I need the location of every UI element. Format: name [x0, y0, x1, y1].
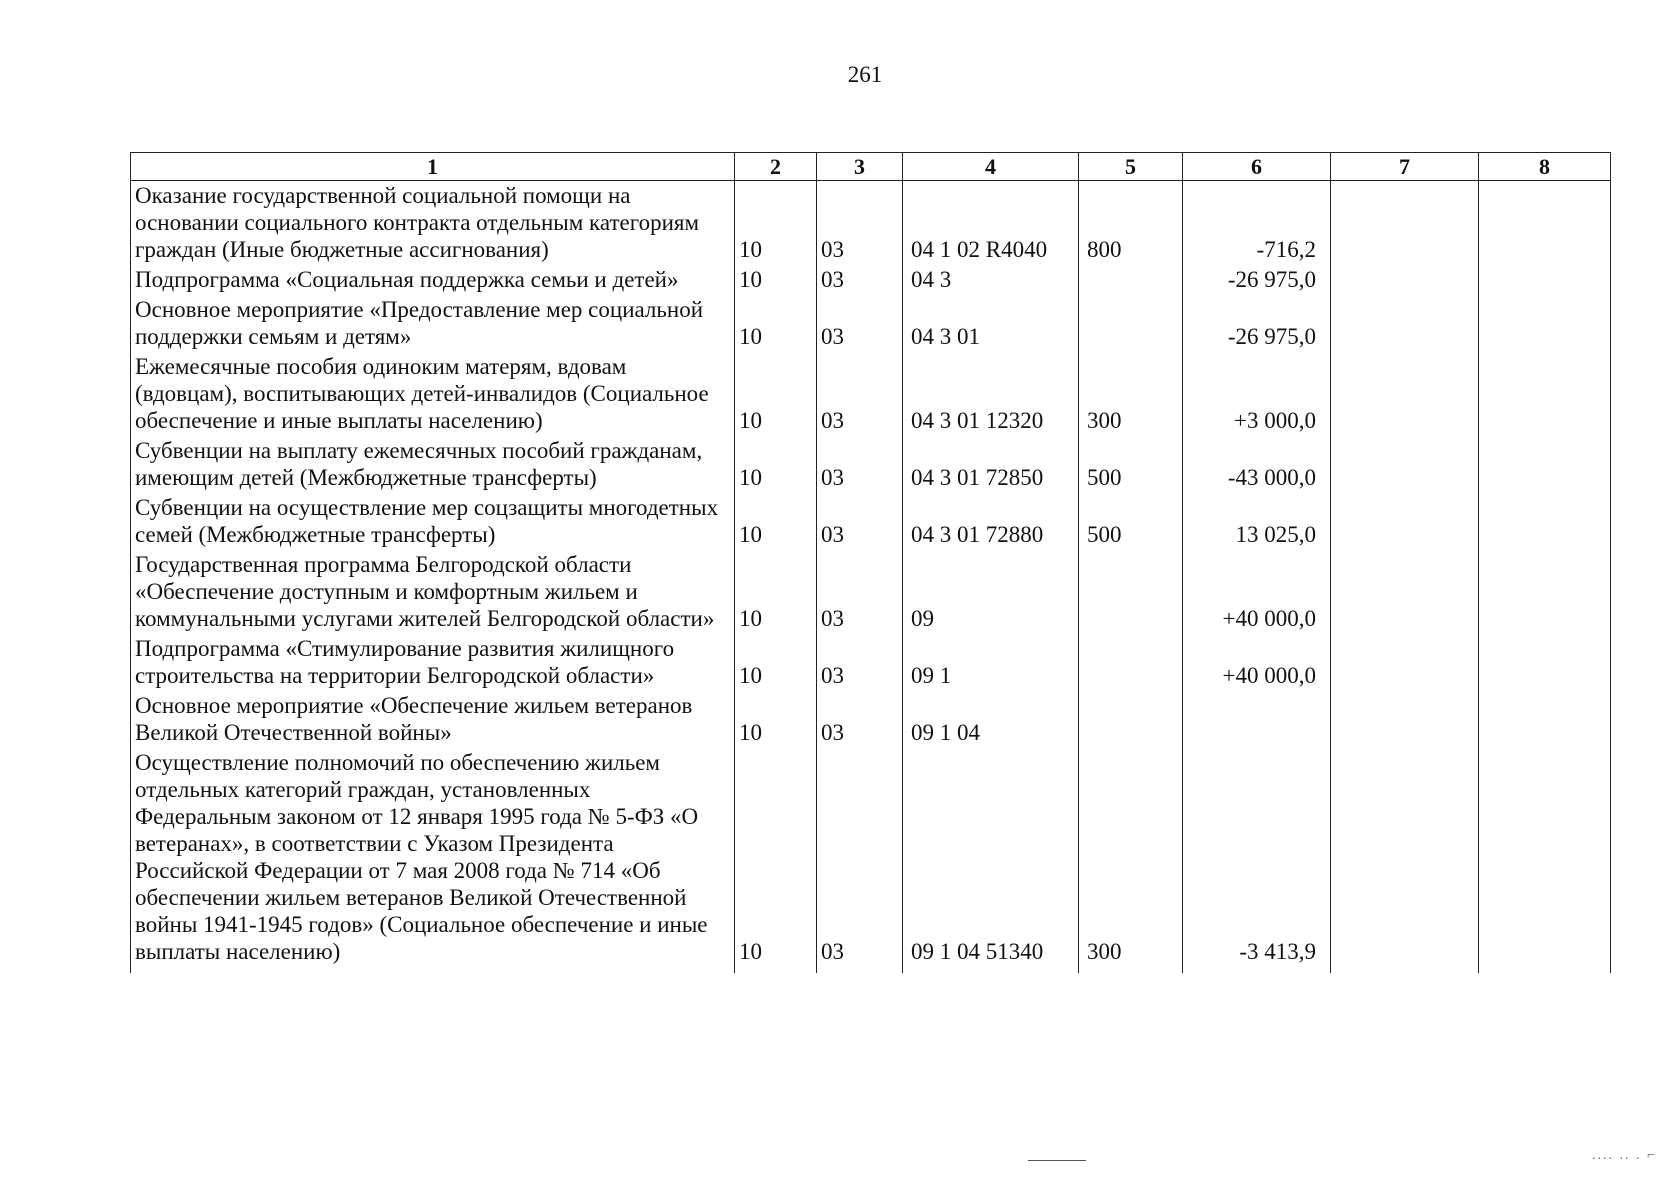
row-target-article: 04 1 02 R4040 — [903, 181, 1079, 266]
header-col-6: 6 — [1183, 153, 1331, 181]
row-col-7 — [1331, 436, 1479, 493]
budget-table — [130, 152, 1611, 973]
row-name: Субвенции на выплату ежемесячных пособий гражданам, имеющим детей (Межбюджетные трансферты) — [131, 436, 735, 493]
row-target-article: 09 1 — [903, 634, 1079, 691]
row-amount: -43 000,0 — [1183, 436, 1331, 493]
header-col-5: 5 — [1079, 153, 1183, 181]
row-name: Субвенции на осуществление мер соцзащиты многодетных семей (Межбюджетные трансферты) — [131, 493, 735, 550]
row-target-article: 04 3 01 12320 — [903, 352, 1079, 436]
row-target-article: 09 — [903, 550, 1079, 634]
row-subsection: 03 — [817, 550, 903, 634]
row-section: 10 — [735, 634, 817, 691]
table-row — [131, 550, 1611, 634]
row-target-article: 04 3 — [903, 265, 1079, 295]
row-section: 10 — [735, 352, 817, 436]
table-row — [131, 748, 1611, 973]
row-amount: -26 975,0 — [1183, 295, 1331, 352]
row-col-8 — [1479, 748, 1611, 973]
table-row — [131, 436, 1611, 493]
row-subsection: 03 — [817, 352, 903, 436]
table-row — [131, 295, 1611, 352]
row-section: 10 — [735, 550, 817, 634]
row-amount: +3 000,0 — [1183, 352, 1331, 436]
row-expense-type — [1079, 634, 1183, 691]
row-target-article: 09 1 04 — [903, 691, 1079, 748]
page-number: 261 — [847, 62, 883, 87]
row-col-8 — [1479, 691, 1611, 748]
row-subsection: 03 — [817, 634, 903, 691]
row-amount — [1183, 691, 1331, 748]
table-row — [131, 181, 1611, 266]
row-section: 10 — [735, 691, 817, 748]
row-col-8 — [1479, 634, 1611, 691]
row-subsection: 03 — [817, 265, 903, 295]
table-row — [131, 634, 1611, 691]
row-name: Основное мероприятие «Обеспечение жильем ветеранов Великой Отечественной войны» — [131, 691, 735, 748]
row-expense-type: 800 — [1079, 181, 1183, 266]
row-col-7 — [1331, 691, 1479, 748]
row-expense-type — [1079, 265, 1183, 295]
row-col-7 — [1331, 748, 1479, 973]
row-expense-type — [1079, 550, 1183, 634]
row-name: Основное мероприятие «Предоставление мер социальной поддержки семьям и детям» — [131, 295, 735, 352]
header-col-8: 8 — [1479, 153, 1611, 181]
row-col-8 — [1479, 181, 1611, 266]
row-section: 10 — [735, 265, 817, 295]
row-section: 10 — [735, 493, 817, 550]
row-col-8 — [1479, 493, 1611, 550]
row-col-8 — [1479, 352, 1611, 436]
row-subsection: 03 — [817, 436, 903, 493]
row-section: 10 — [735, 748, 817, 973]
header-col-1: 1 — [131, 153, 735, 181]
row-col-7 — [1331, 634, 1479, 691]
row-amount: +40 000,0 — [1183, 550, 1331, 634]
row-section: 10 — [735, 295, 817, 352]
row-name: Подпрограмма «Социальная поддержка семьи и детей» — [131, 265, 735, 295]
row-name: Осуществление полномочий по обеспечению жильем отдельных категорий граждан, установленных Федеральным законом от 12 января 1995 года № 5-ФЗ «О ветеранах», в соответствии с Указом Президента Российской Федерации от 7 мая 2008 года № 714 «Об обеспечении жильем ветеранов Великой Отечественной войны 1941-1945 годов» (Социальное обеспечение и иные выплаты населению) — [131, 748, 735, 973]
row-name: Ежемесячные пособия одиноким матерям, вдовам (вдовцам), воспитывающих детей-инвалидов (Социальное обеспечение и иные выплаты населению) — [131, 352, 735, 436]
row-amount: 13 025,0 — [1183, 493, 1331, 550]
row-amount: -3 413,9 — [1183, 748, 1331, 973]
row-expense-type: 300 — [1079, 352, 1183, 436]
row-col-8 — [1479, 436, 1611, 493]
row-expense-type: 500 — [1079, 493, 1183, 550]
row-subsection: 03 — [817, 295, 903, 352]
row-section: 10 — [735, 181, 817, 266]
row-amount: -26 975,0 — [1183, 265, 1331, 295]
table-row — [131, 691, 1611, 748]
scan-mark — [1028, 1160, 1086, 1161]
header-col-3: 3 — [817, 153, 903, 181]
row-target-article: 04 3 01 72880 — [903, 493, 1079, 550]
row-col-7 — [1331, 352, 1479, 436]
row-target-article: 04 3 01 72850 — [903, 436, 1079, 493]
table-row — [131, 265, 1611, 295]
row-section: 10 — [735, 436, 817, 493]
row-col-8 — [1479, 265, 1611, 295]
row-target-article: 04 3 01 — [903, 295, 1079, 352]
row-subsection: 03 — [817, 691, 903, 748]
row-name: Государственная программа Белгородской области «Обеспечение доступным и комфортным жильем и коммунальными услугами жителей Белгородской области» — [131, 550, 735, 634]
header-row — [131, 153, 1611, 181]
row-expense-type — [1079, 295, 1183, 352]
table-row — [131, 493, 1611, 550]
row-col-7 — [1331, 295, 1479, 352]
row-target-article: 09 1 04 51340 — [903, 748, 1079, 973]
row-amount: -716,2 — [1183, 181, 1331, 266]
row-col-8 — [1479, 550, 1611, 634]
row-expense-type: 500 — [1079, 436, 1183, 493]
row-name: Оказание государственной социальной помощи на основании социального контракта отдельным категориям граждан (Иные бюджетные ассигнования) — [131, 181, 735, 266]
row-col-7 — [1331, 181, 1479, 266]
row-col-7 — [1331, 550, 1479, 634]
row-name: Подпрограмма «Стимулирование развития жилищного строительства на территории Белгородской области» — [131, 634, 735, 691]
row-expense-type: 300 — [1079, 748, 1183, 973]
table-row — [131, 352, 1611, 436]
row-subsection: 03 — [817, 181, 903, 266]
row-amount: +40 000,0 — [1183, 634, 1331, 691]
row-subsection: 03 — [817, 748, 903, 973]
header-col-2: 2 — [735, 153, 817, 181]
row-col-7 — [1331, 265, 1479, 295]
row-subsection: 03 — [817, 493, 903, 550]
header-col-4: 4 — [903, 153, 1079, 181]
scan-dots: .... .. . ⌐ — [1592, 1148, 1657, 1163]
row-col-8 — [1479, 295, 1611, 352]
header-col-7: 7 — [1331, 153, 1479, 181]
row-expense-type — [1079, 691, 1183, 748]
row-col-7 — [1331, 493, 1479, 550]
